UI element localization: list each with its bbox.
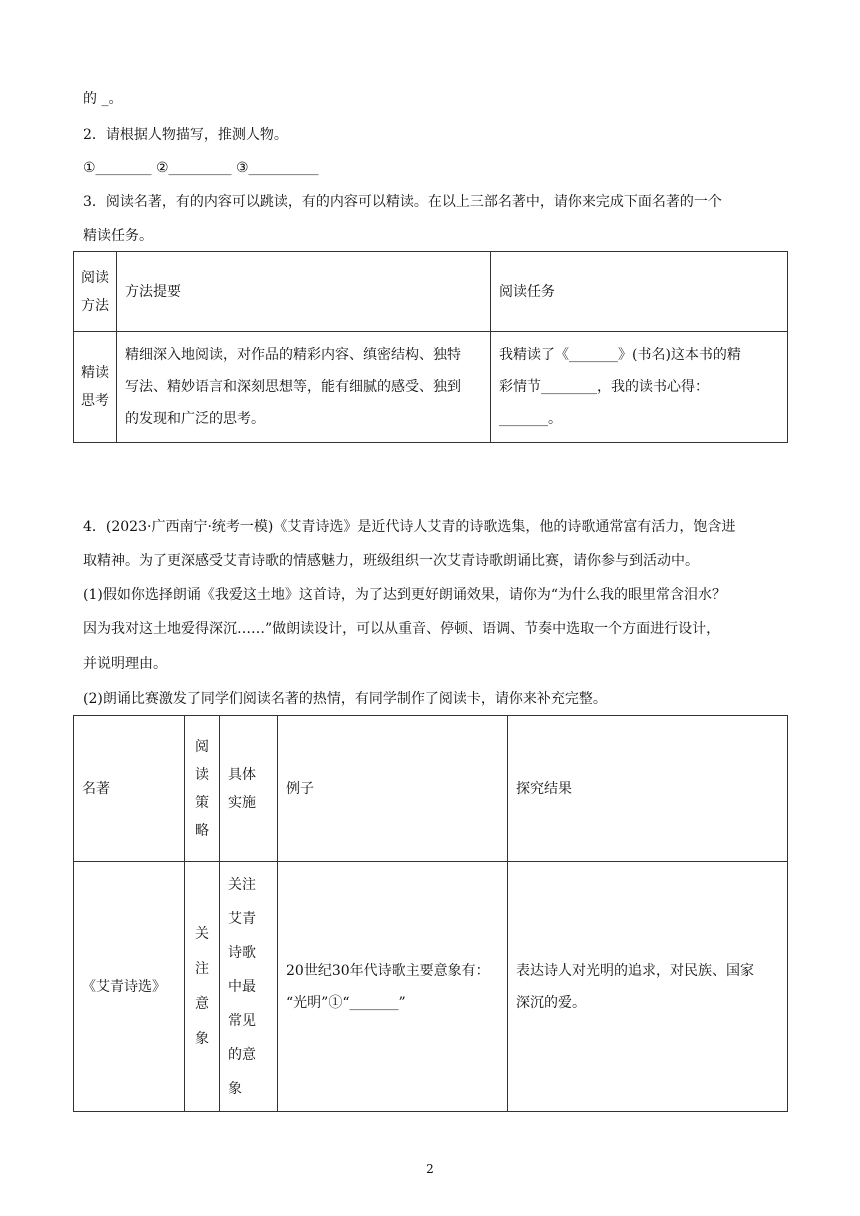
table2-cell-result: 表达诗人对光明的追求，对民族、国家 深沉的爱。 <box>508 862 788 1112</box>
answer-blanks: ①________ ②_________ ③__________ <box>83 160 319 176</box>
question-4-sub2: (2)朗诵比赛激发了同学们阅读名著的热情，有同学制作了阅读卡，请你来补充完整。 <box>83 691 607 707</box>
table2-cell-title: 《艾青诗选》 <box>74 862 185 1112</box>
reading-card-table <box>73 715 788 1112</box>
table2-cell-example: 20世纪30年代诗歌主要意象有： “光明”①“_______” <box>278 862 508 1112</box>
question-3-line-1: 3．阅读名著，有的内容可以跳读，有的内容可以精读。在以上三部名著中，请你来完成下面名著的一个 <box>83 194 722 210</box>
question-4-line-2: 取精神。为了更深感受艾青诗歌的情感魅力，班级组织一次艾青诗歌朗诵比赛，请你参与到活动中。 <box>83 553 699 569</box>
question-4-sub1-line-2: 因为我对这土地爱得深沉……”做朗读设计，可以从重音、停顿、语调、节奏中选取一个方面进行设计， <box>83 621 721 637</box>
table2-header-strategy: 阅 读 策 略 <box>185 716 220 862</box>
page-number: 2 <box>426 1162 434 1176</box>
table2-header-result: 探究结果 <box>508 716 788 862</box>
question-4-sub1-line-3: 并说明理由。 <box>83 656 167 672</box>
question-3-line-2: 精读任务。 <box>83 228 153 244</box>
reading-method-table <box>73 251 788 443</box>
question-2: 2．请根据人物描写，推测人物。 <box>83 127 288 143</box>
table2-cell-implementation: 关注 艾青 诗歌 中最 常见 的意 象 <box>220 862 278 1112</box>
table1-header-summary: 方法提要 <box>117 252 491 332</box>
table1-cell-summary: 精细深入地阅读，对作品的精彩内容、缜密结构、独特 写法、精妙语言和深刻思想等，能有细腻的感受、独到 的发现和广泛的思考。 <box>117 332 491 443</box>
table1-header-task: 阅读任务 <box>491 252 788 332</box>
table2-header-implementation: 具体 实施 <box>220 716 278 862</box>
line-1: 的 _。 <box>83 91 123 107</box>
table2-header-example: 例子 <box>278 716 508 862</box>
table2-header-title: 名著 <box>74 716 185 862</box>
question-4-sub1-line-1: (1)假如你选择朗诵《我爱这土地》这首诗，为了达到更好朗诵效果，请你为“为什么我的眼里常含泪水？ <box>83 587 726 603</box>
table1-cell-task: 我精读了《_______》(书名)这本书的精 彩情节________，我的读书心得： _______。 <box>491 332 788 443</box>
question-4-line-1: 4．(2023·广西南宁·统考一模)《艾青诗选》是近代诗人艾青的诗歌选集，他的诗歌通常富有活力，饱含进 <box>83 519 736 535</box>
table1-cell-method: 精读 思考 <box>74 332 117 443</box>
table2-cell-strategy: 关 注 意 象 <box>185 862 220 1112</box>
table1-header-method: 阅读 方法 <box>74 252 117 332</box>
